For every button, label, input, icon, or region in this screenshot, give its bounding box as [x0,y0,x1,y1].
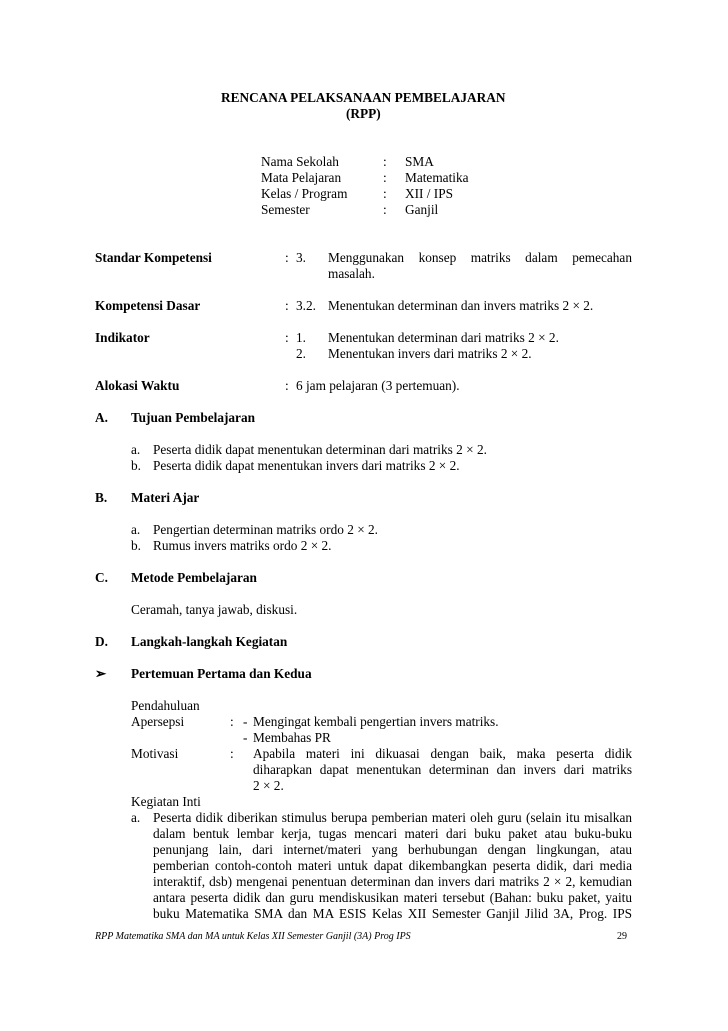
section-heading: Langkah-langkah Kegiatan [131,634,288,649]
info-colon: : [383,202,387,217]
list-marker: b. [131,538,141,553]
inti-text-line: buku Matematika SMA dan MA ESIS Kelas XII Semester Ganjil Jilid 3A, Prog. IPS [153,906,632,921]
inti-text-line: penunjang lain, dari internet/materi yang berhubungan dengan lingkungan, atau [153,842,632,857]
indikator-text: Menentukan invers dari matriks 2 × 2. [328,346,532,361]
list-marker: b. [131,458,141,473]
info-label: Semester [261,202,310,217]
inti-text-line: dalam bentuk lembar kerja, tugas mencari materi dari buku paket atau buku-buku [153,826,632,841]
apersepsi-item: Membahas PR [253,730,331,745]
section-heading: Metode Pembelajaran [131,570,257,585]
list-item: Rumus invers matriks ordo 2 × 2. [153,538,332,553]
alokasi-text: 6 jam pelajaran (3 pertemuan). [296,378,460,393]
kegiatan-inti-label: Kegiatan Inti [131,794,201,809]
page-subtitle: (RPP) [346,106,381,121]
inti-text-line: pemberian contoh-contoh materi untuk dapat dikembangkan peserta didik, dari media [153,858,632,873]
inti-text-line: Peserta didik diberikan stimulus berupa pemberian materi oleh guru (selain itu misalkan [153,810,632,825]
section-letter: D. [95,634,108,649]
apersepsi-label: Apersepsi [131,714,185,729]
info-label: Mata Pelajaran [261,170,342,185]
apersepsi-dash: - [243,714,248,729]
info-colon: : [383,154,387,169]
section-text: Ceramah, tanya jawab, diskusi. [131,602,298,617]
info-label: Kelas / Program [261,186,348,201]
list-item: Peserta didik dapat menentukan determinan dari matriks 2 × 2. [153,442,487,457]
motivasi-text: diharapkan dapat menentukan determinan dan invers dari matriks [253,762,632,777]
kompetensi-label: Kompetensi Dasar [95,298,201,313]
list-marker: a. [131,810,141,825]
list-marker: a. [131,442,141,457]
list-marker: a. [131,522,141,537]
section-heading: Tujuan Pembelajaran [131,410,255,425]
arrow-bullet-icon: ➢ [95,666,107,681]
pendahuluan-label: Pendahuluan [131,698,200,713]
standar-label: Standar Kompetensi [95,250,212,265]
pertemuan-heading: Pertemuan Pertama dan Kedua [131,666,312,681]
info-label: Nama Sekolah [261,154,339,169]
page-title: RENCANA PELAKSANAAN PEMBELAJARAN [221,90,506,105]
motivasi-text: Apabila materi ini dikuasai dengan baik, maka peserta didik [253,746,632,761]
section-letter: C. [95,570,108,585]
info-colon: : [383,170,387,185]
kompetensi-num: 3.2. [296,298,316,313]
page-number: 29 [617,931,627,942]
info-value: XII / IPS [405,186,454,201]
inti-text-line: antara peserta didik dan guru mendiskusikan materi tersebut (Bahan: buku paket, yaitu [153,890,632,905]
indikator-num: 1. [296,330,306,345]
motivasi-colon: : [230,746,234,761]
info-value: Matematika [405,170,469,185]
apersepsi-colon: : [230,714,234,729]
alokasi-label: Alokasi Waktu [95,378,180,393]
info-value: SMA [405,154,434,169]
list-item: Pengertian determinan matriks ordo 2 × 2. [153,522,378,537]
standar-text-cont: masalah. [328,266,375,281]
indikator-colon: : [285,330,289,345]
section-heading: Materi Ajar [131,490,200,505]
apersepsi-item: Mengingat kembali pengertian invers matriks. [253,714,499,729]
standar-text: Menggunakan konsep matriks dalam pemecahan [328,250,632,265]
alokasi-colon: : [285,378,289,393]
indikator-label: Indikator [95,330,150,345]
standar-colon: : [285,250,289,265]
apersepsi-dash: - [243,730,248,745]
kompetensi-colon: : [285,298,289,313]
footer-text: RPP Matematika SMA dan MA untuk Kelas XII Semester Ganjil (3A) Prog IPS [95,931,411,942]
info-colon: : [383,186,387,201]
indikator-text: Menentukan determinan dari matriks 2 × 2. [328,330,559,345]
motivasi-label: Motivasi [131,746,179,761]
list-item: Peserta didik dapat menentukan invers dari matriks 2 × 2. [153,458,460,473]
motivasi-text: 2 × 2. [253,778,284,793]
section-letter: A. [95,410,108,425]
info-value: Ganjil [405,202,439,217]
kompetensi-text: Menentukan determinan dan invers matriks 2 × 2. [328,298,594,313]
standar-num: 3. [296,250,306,265]
indikator-num: 2. [296,346,306,361]
section-letter: B. [95,490,108,505]
inti-text-line: interaktif, dsb) mengenai penentuan determinan dan invers dari matriks 2 × 2, kemudian [153,874,632,889]
